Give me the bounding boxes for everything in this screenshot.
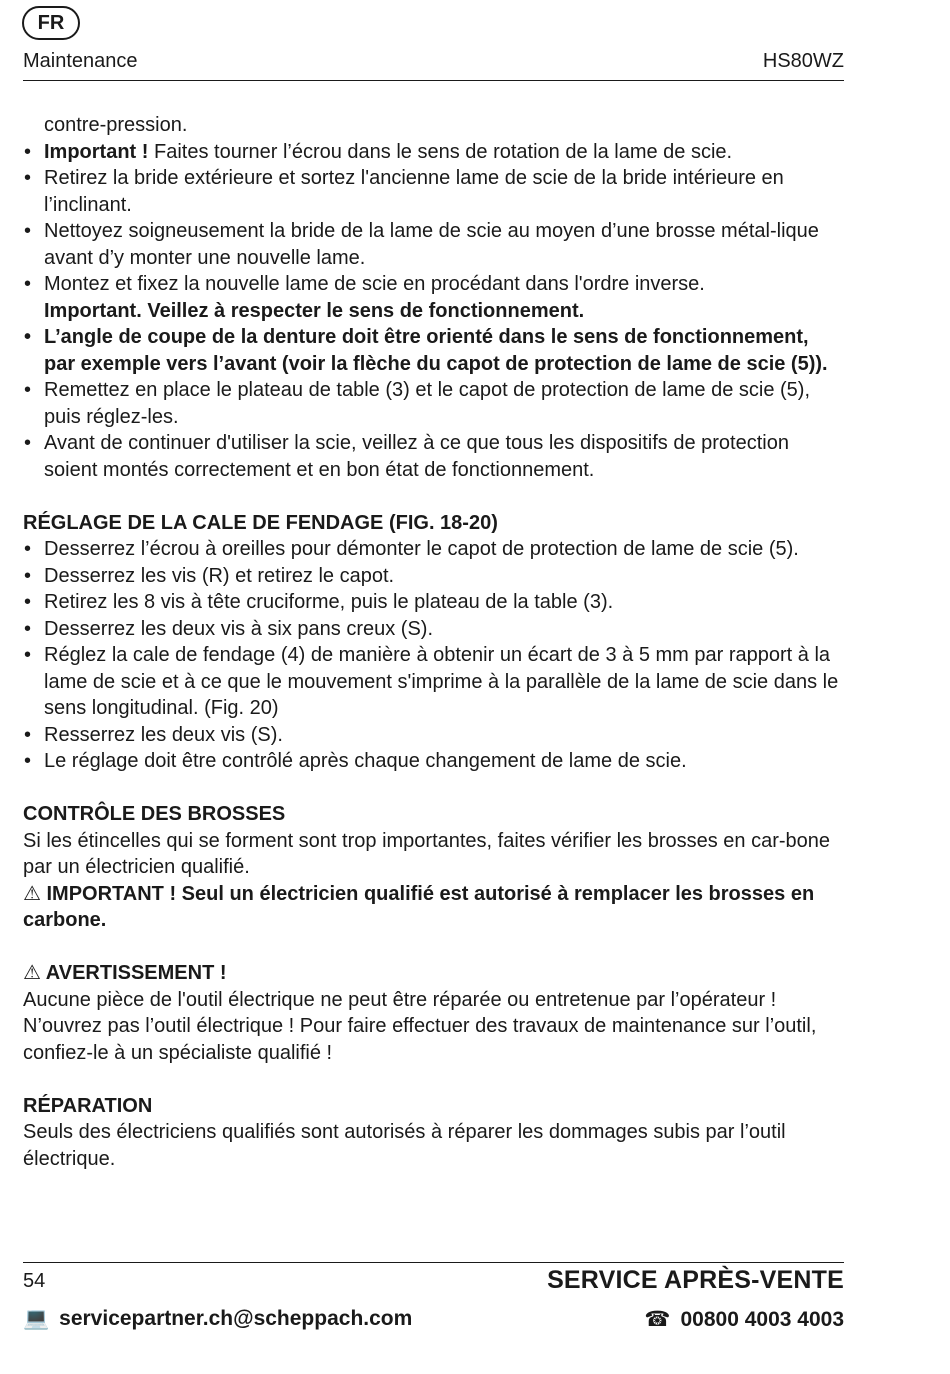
- list-item: • Resserrez les deux vis (S).: [23, 722, 844, 749]
- riving-knife-heading: RÉGLAGE DE LA CALE DE FENDAGE (FIG. 18-20): [23, 511, 498, 534]
- list-item: • Desserrez l’écrou à oreilles pour démonter le capot de protection de lame de scie (5).: [23, 536, 844, 563]
- brushes-warning-text: IMPORTANT ! Seul un électricien qualifié est autorisé à remplacer les brosses en carbone.: [23, 882, 815, 931]
- repair-heading: RÉPARATION: [23, 1094, 153, 1117]
- page-content: [23, 112, 844, 1172]
- model-number: HS80WZ: [762, 50, 844, 72]
- list-item: • Avant de continuer d'utiliser la scie, veillez à ce que tous les dispositifs de protection soient montés correctement et en bon état de fonctionnement.: [23, 430, 844, 483]
- important-note: Important. Veillez à respecter le sens de fonctionnement.: [44, 299, 585, 322]
- language-badge: FR: [22, 6, 80, 40]
- telephone-icon: ☎: [644, 1308, 671, 1331]
- list-item: • Desserrez les vis (R) et retirez le capot.: [23, 563, 844, 590]
- blade-change-list: [23, 139, 844, 484]
- list-item: • L’angle de coupe de la denture doit être orienté dans le sens de fonctionnement, par exemple vers l’avant (voir la flèche du capot de protection de lame de scie (5)).: [23, 324, 844, 377]
- list-item: • Nettoyez soigneusement la bride de la lame de scie au moyen d’une brosse métal-lique avant d’y monter une nouvelle lame.: [23, 218, 844, 271]
- email-text[interactable]: servicepartner.ch@scheppach.com: [59, 1307, 413, 1330]
- warning-heading-text: AVERTISSEMENT !: [45, 962, 227, 984]
- brushes-heading: CONTRÔLE DES BROSSES: [23, 803, 286, 825]
- list-item: • Réglez la cale de fendage (4) de manière à obtenir un écart de 3 à 5 mm par rapport à la lame de scie et à ce que le mouvement s'imprime à la parallèle de la lame de scie dans le sens longitudinal. (Fig. 20): [23, 642, 844, 722]
- list-item: • Desserrez les deux vis à six pans creux (S).: [23, 616, 844, 643]
- warning-triangle-icon: ⚠: [23, 882, 41, 905]
- footer-divider: [23, 1262, 844, 1263]
- warning-heading: [23, 960, 844, 987]
- section-title: Maintenance: [23, 50, 138, 72]
- header-divider: [23, 80, 844, 81]
- service-title: SERVICE APRÈS-VENTE: [547, 1266, 844, 1294]
- list-item: [23, 139, 844, 166]
- service-phone[interactable]: [644, 1307, 844, 1332]
- list-item-text: Montez et fixez la nouvelle lame de scie en procédant dans l'ordre inverse.: [44, 273, 705, 295]
- list-item: • Le réglage doit être contrôlé après chaque changement de lame de scie.: [23, 748, 844, 775]
- warning-triangle-icon: ⚠: [23, 962, 41, 984]
- list-item: [23, 271, 844, 324]
- brushes-text: Si les étincelles qui se forment sont trop importantes, faites vérifier les brosses en car-bone par un électricien qualifié.: [23, 829, 831, 878]
- list-item: • Remettez en place le plateau de table (3) et le capot de protection de lame de scie (5), puis réglez-les.: [23, 377, 844, 430]
- laptop-icon: 💻: [23, 1307, 50, 1330]
- list-item: • Retirez la bride extérieure et sortez l'ancienne lame de scie de la bride intérieure en l’inclinant.: [23, 165, 844, 218]
- page-number: 54: [23, 1270, 46, 1292]
- riving-knife-list: [23, 536, 844, 775]
- list-item-text: Faites tourner l’écrou dans le sens de rotation de la lame de scie.: [148, 140, 733, 163]
- phone-text[interactable]: 00800 4003 4003: [680, 1308, 844, 1331]
- brushes-warning: [23, 881, 844, 934]
- service-email[interactable]: [23, 1307, 412, 1331]
- warning-text: Aucune pièce de l'outil électrique ne peut être réparée ou entretenue par l’opérateur ! N’ouvrez pas l’outil électrique ! Pour faire effectuer des travaux de maintenance sur l’outil, confiez-le à un spécialiste qualifié !: [23, 988, 817, 1064]
- important-label: Important !: [44, 140, 149, 163]
- list-item: • Retirez les 8 vis à tête cruciforme, puis le plateau de la table (3).: [23, 589, 844, 616]
- continuation-text: contre-pression.: [44, 114, 188, 136]
- repair-text: Seuls des électriciens qualifiés sont autorisés à réparer les dommages subis par l’outil électrique.: [23, 1121, 786, 1170]
